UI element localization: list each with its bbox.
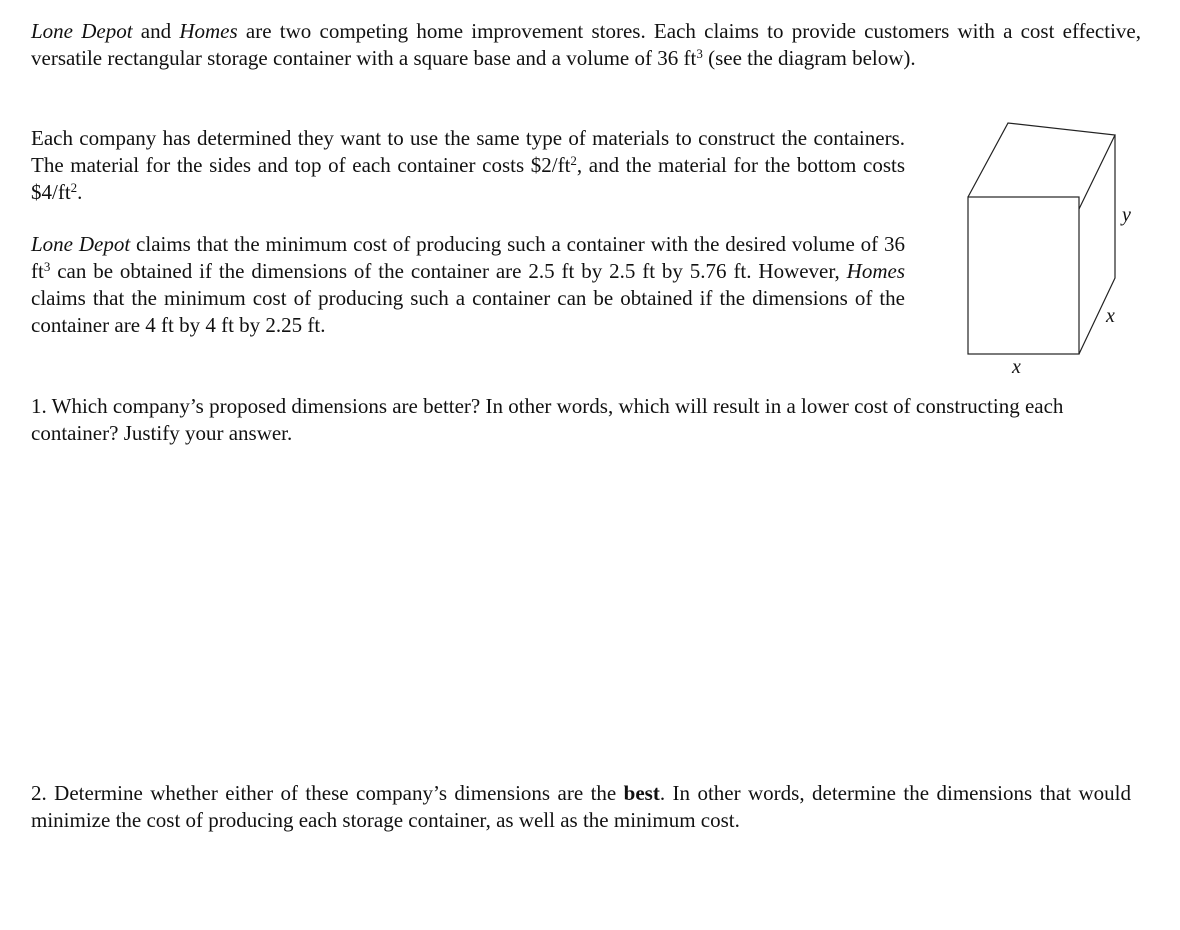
box-outline <box>968 123 1115 354</box>
question-2-text-2: . In other words, determine the dimensions that would minimize the cost of producing each storage container, as well as the minimum cost. <box>31 781 1131 832</box>
box-top-back-edges <box>968 123 1115 209</box>
cubic-exponent: 3 <box>43 258 51 274</box>
intro-text-1: are two competing home improvement stores. Each claims to provide customers with a cost effective, versatile rectangular storage container with a square base and a volume of 36 ft <box>31 19 1141 70</box>
label-x-bottom: x <box>1012 356 1021 375</box>
question-2-emphasis: best <box>623 781 660 805</box>
question-2 <box>31 780 1131 834</box>
label-y: y <box>1122 204 1131 226</box>
claims-text-1: claims that the minimum cost of producing such a container with the desired volume of 36 ft <box>31 232 905 283</box>
materials-text-1: Each company has determined they want to use the same type of materials to construct the containers. The material for the sides and top of each container costs $2/ft <box>31 126 905 177</box>
container-diagram <box>960 115 1140 375</box>
materials-text-2: , and the material for the bottom costs $4/ft <box>31 153 905 204</box>
materials-text-3: . <box>77 180 83 204</box>
store-name-homes: Homes <box>179 19 238 43</box>
label-x-side: x <box>1106 305 1115 327</box>
intro-text-2: (see the diagram below). <box>702 46 916 70</box>
store-name-lone-depot: Lone Depot <box>31 19 133 43</box>
question-1: 1. Which company’s proposed dimensions are better? In other words, which will result in a lower cost of constructing each container? Justify your answer. <box>31 394 1064 445</box>
claims-paragraph <box>31 231 905 339</box>
cubic-exponent: 3 <box>696 45 703 61</box>
box-front-face <box>968 197 1079 354</box>
square-exponent: 2 <box>570 152 577 168</box>
materials-paragraph <box>31 125 905 206</box>
intro-paragraph <box>31 18 1141 72</box>
intro-and: and <box>132 19 180 43</box>
question-2-text-1: 2. Determine whether either of these company’s dimensions are the <box>31 781 624 805</box>
square-exponent: 2 <box>70 179 78 195</box>
claims-text-2: can be obtained if the dimensions of the container are 2.5 ft by 2.5 ft by 5.76 ft. However, <box>50 259 847 283</box>
store-name-lone-depot: Lone Depot <box>31 232 131 256</box>
claims-text-3: claims that the minimum cost of producing such a container can be obtained if the dimensions of the container are 4 ft by 4 ft by 2.25 ft. <box>31 286 905 337</box>
store-name-homes: Homes <box>846 259 905 283</box>
